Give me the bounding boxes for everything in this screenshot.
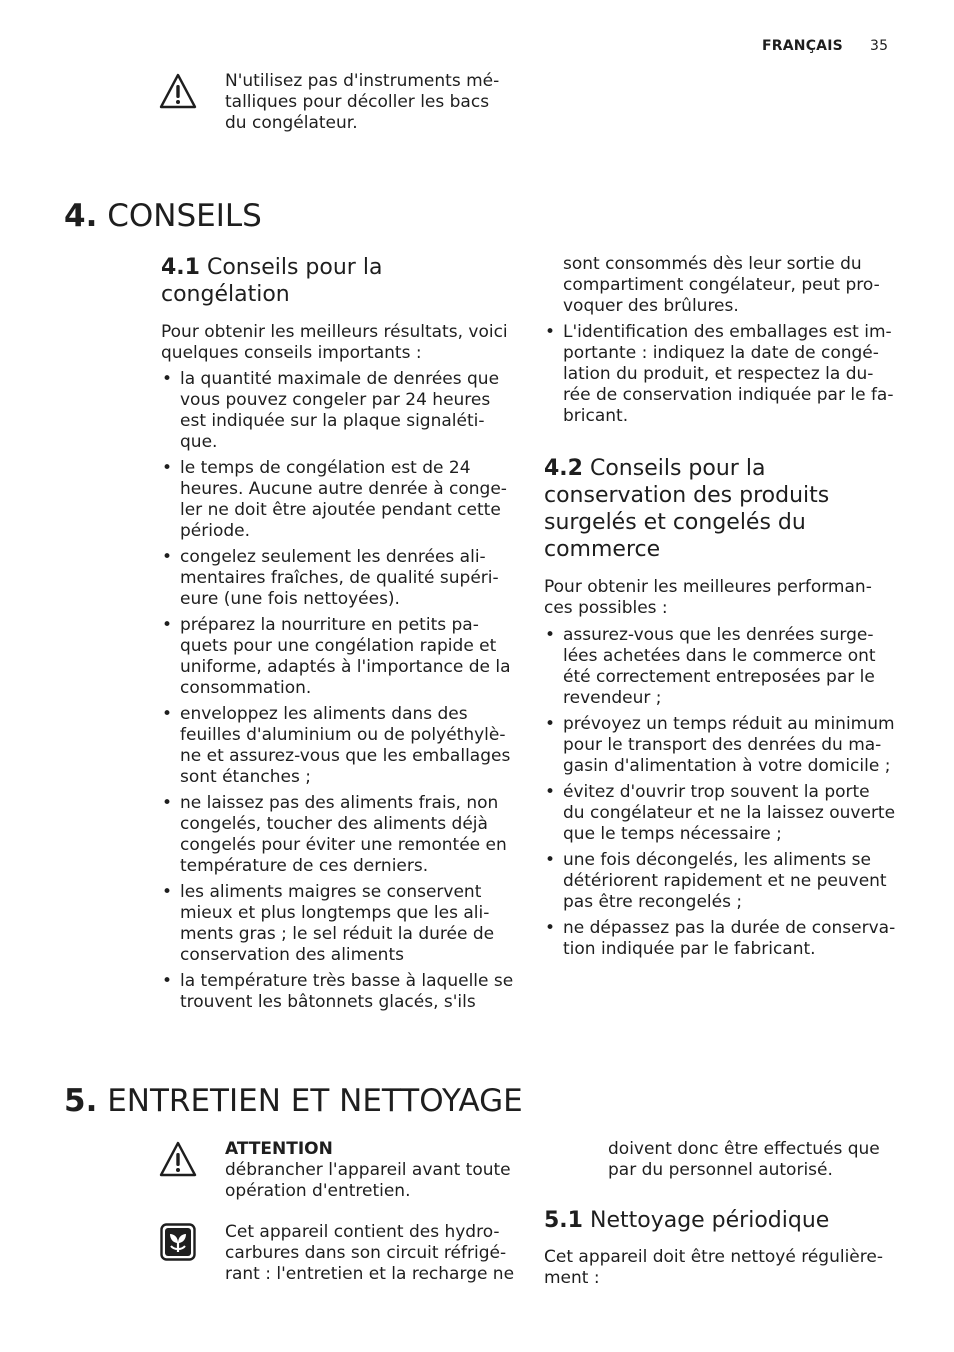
list-item: • les aliments maigres se conservent mieux et plus longtemps que les ali- ments gras ; le sel réduit la durée de conservation des aliments — [161, 882, 521, 966]
list-item: • congelez seulement les denrées ali- mentaires fraîches, de qualité supéri- eure (une fois nettoyées). — [161, 547, 521, 610]
environment-note: Cet appareil contient des hydro- carbures dans son circuit réfrigé- rant : l'entretien et la recharge ne — [225, 1222, 515, 1284]
section-4-heading: 4. CONSEILS — [64, 198, 262, 234]
list-item: • prévoyez un temps réduit au minimum pour le transport des denrées du ma- gasin d'alimentation à votre domicile ; — [544, 714, 914, 777]
attention-label: ATTENTION — [225, 1139, 333, 1159]
subsection-4-2-intro: Pour obtenir les meilleures performan- ces possibles : — [544, 577, 872, 618]
environment-note-continuation: doivent donc être effectués que par du personnel autorisé. — [608, 1139, 880, 1180]
list-item: • préparez la nourriture en petits pa- quets pour une congélation rapide et uniforme, adaptés à l'importance de la consommation. — [161, 615, 521, 699]
header-language: FRANÇAIS — [762, 38, 843, 54]
subsection-5-1-heading: 5.1 Nettoyage périodique — [544, 1208, 830, 1233]
subsection-4-1-heading: 4.1 Conseils pour la congélation — [161, 255, 383, 307]
list-item: • la quantité maximale de denrées que vous pouvez congeler par 24 heures est indiquée sur la plaque signaléti- que. — [161, 369, 521, 453]
list-item: • la température très basse à laquelle se trouvent les bâtonnets glacés, s'ils — [161, 971, 521, 1013]
warning-triangle-icon — [158, 72, 198, 110]
subsection-4-2-heading: 4.2 Conseils pour la conservation des produits surgelés et congelés du commerce — [544, 456, 830, 562]
subsection-5-1-text: Cet appareil doit être nettoyé régulière- ment : — [544, 1247, 883, 1288]
list-item: • assurez-vous que les denrées surge- lées achetées dans le commerce ont été correctement entreposées par le revendeur ; — [544, 625, 914, 709]
list-item: • ne laissez pas des aliments frais, non congelés, toucher des aliments déjà congelés pour éviter une remontée en température de ces derniers. — [161, 793, 521, 877]
section-5-heading: 5. ENTRETIEN ET NETTOYAGE — [64, 1083, 523, 1119]
page-number: 35 — [870, 38, 889, 54]
attention-note: ATTENTION débrancher l'appareil avant toute opération d'entretien. — [225, 1139, 511, 1201]
top-warning-text: N'utilisez pas d'instruments mé- talliques pour décoller les bacs du congélateur. — [225, 71, 500, 133]
list-item: • une fois décongelés, les aliments se détériorent rapidement et ne peuvent pas être recongelés ; — [544, 850, 914, 913]
list-item: • enveloppez les aliments dans des feuilles d'aluminium ou de polyéthylè- ne et assurez-vous que les emballages sont étanches ; — [161, 704, 521, 788]
list-item: • ne dépassez pas la durée de conserva- tion indiquée par le fabricant. — [544, 918, 914, 960]
list-item: • évitez d'ouvrir trop souvent la porte du congélateur et ne la laissez ouverte que le temps nécessaire ; — [544, 782, 914, 845]
warning-triangle-icon — [158, 1140, 198, 1178]
freezing-tips-list — [161, 369, 521, 1018]
list-item: • L'identification des emballages est im- portante : indiquez la date de congé- lation du produit, et respectez la du- rée de conservation indiquée par le fa- bricant. — [544, 322, 914, 427]
storage-tips-list — [544, 625, 914, 965]
freezing-tips-list-continued — [544, 322, 914, 432]
bullet-continuation: sont consommés dès leur sortie du compartiment congélateur, peut pro- voquer des brûlures. — [563, 254, 880, 316]
list-item: • le temps de congélation est de 24 heures. Aucune autre denrée à conge- ler ne doit être ajoutée pendant cette période. — [161, 458, 521, 542]
environment-info-icon — [160, 1223, 196, 1261]
subsection-4-1-intro: Pour obtenir les meilleurs résultats, voici quelques conseils importants : — [161, 322, 508, 363]
